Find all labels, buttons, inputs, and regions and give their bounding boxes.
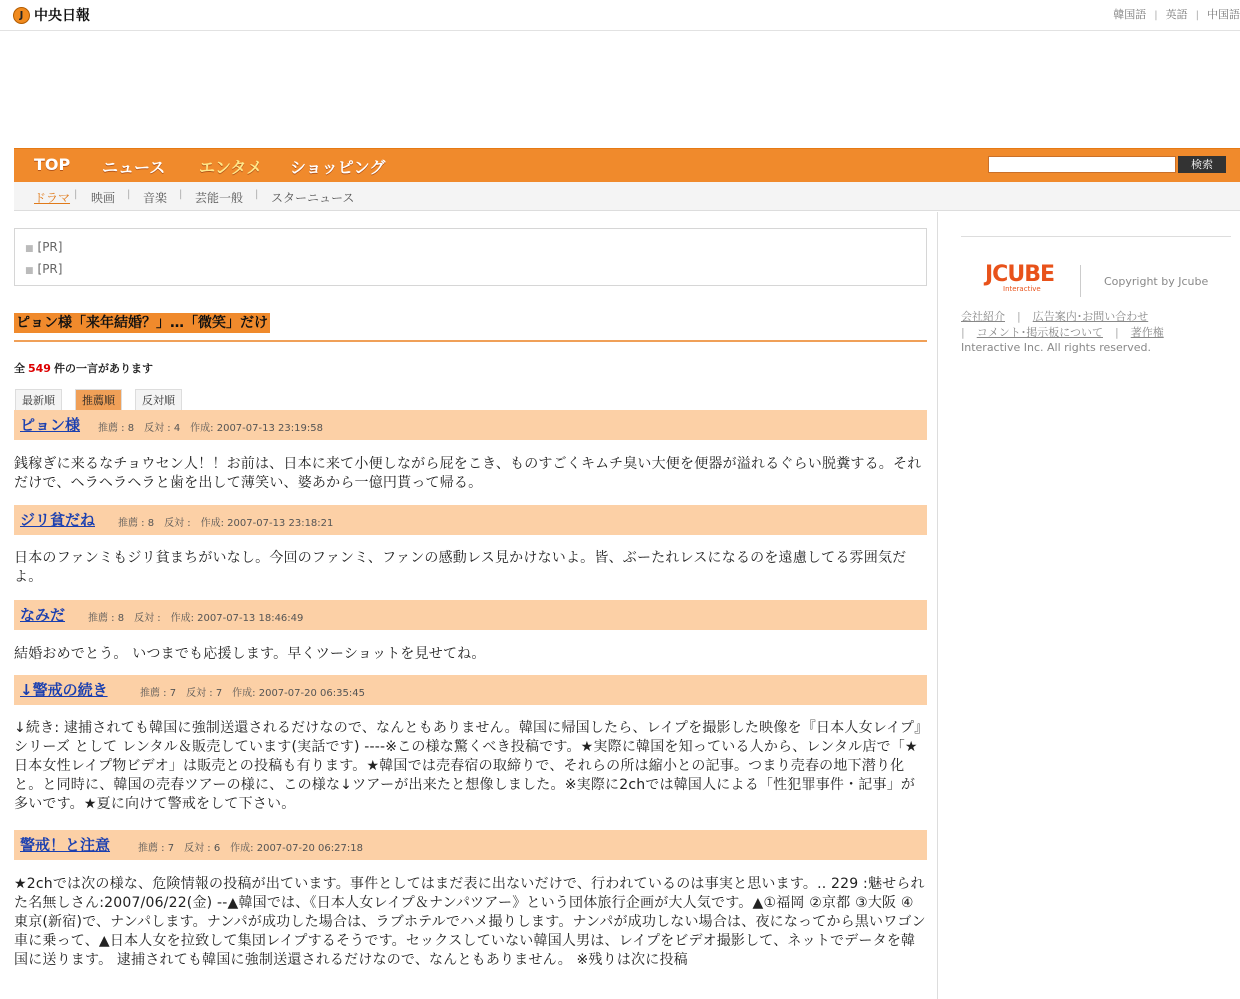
sort-tab-recommended[interactable]: 推薦順	[75, 389, 122, 410]
sub-nav	[14, 182, 1240, 211]
site-logo[interactable]	[13, 5, 90, 25]
comment-body: 日本のファンミもジリ貧まちがいなし。今回のファンミ、ファンの感動レス見かけないよ。皆、ぶーたれレスになるのを遠慮してる雰囲気だよ。	[14, 550, 907, 585]
pr-item[interactable]	[25, 262, 62, 276]
top-bar	[0, 0, 1240, 31]
divider: |	[74, 189, 78, 200]
main-nav	[14, 148, 1240, 182]
search-button[interactable]: 検索	[1178, 156, 1226, 173]
pr-item[interactable]	[25, 240, 62, 254]
comment-meta: 推薦 : 8 反対 : 作成: 2007-07-13 18:46:49	[88, 613, 304, 624]
subnav-item-music[interactable]: 音楽	[143, 191, 168, 205]
nav-item-top[interactable]: TOP	[34, 155, 71, 174]
subnav-item-drama[interactable]: ドラマ	[34, 191, 71, 205]
divider: |	[255, 189, 259, 200]
comment-title[interactable]: ↓警戒の続き	[20, 681, 108, 699]
divider: |	[1195, 10, 1199, 21]
logo-divider	[1080, 265, 1081, 297]
divider: |	[1154, 10, 1158, 21]
comment-title[interactable]: なみだ	[20, 606, 66, 624]
comment-meta: 推薦 : 7 反対 : 6 作成: 2007-07-20 06:27:18	[138, 843, 363, 854]
comment-header	[14, 505, 927, 535]
column-divider	[937, 212, 938, 999]
rights-text: Interactive Inc. All rights reserved.	[961, 341, 1152, 354]
nav-item-shopping[interactable]: ショッピング	[290, 158, 386, 177]
logo-mark-icon: J	[13, 7, 30, 24]
comment-header	[14, 675, 927, 705]
bullet-icon: ■	[25, 244, 34, 254]
divider: |	[179, 189, 183, 200]
comment-count	[14, 360, 153, 376]
bullet-icon: ■	[25, 266, 34, 276]
pr-label: [PR]	[37, 240, 63, 254]
comment-meta: 推薦 : 8 反対 : 作成: 2007-07-13 23:18:21	[118, 518, 334, 529]
comment-body: 結婚おめでとう。 いつまでも応援します。早くツーショットを見せてね。	[14, 646, 486, 662]
divider: |	[961, 326, 965, 339]
ad-contact-link[interactable]: 広告案内･お問い合わせ	[1032, 310, 1149, 323]
logo-text: 中央日報	[34, 8, 90, 24]
count-number: 549	[28, 362, 51, 375]
comment-body: ↓続き: 逮捕されても韓国に強制送還されるだけなので、なんともありません。韓国に帰国したら、レイプを撮影した映像を『日本人女レイプ』シリーズ として レンタル＆販売しています(実話です) ----※この様な驚くべき投稿です。★実際に韓国を知っている人から、レンタル店で「★日本女性レイプ物ビデオ」は販売との投稿も有ります。★韓国では売春宿の取締りで、それらの所は縮小との記事。つまり売春の地下潜り化と。と同時に、韓国の売春ツアーの様に、この様な↓ツアーが出来たと想像しました。※実際に2chでは韓国人による「性犯罪事件・記事」が多いです。★夏に向けて警戒をして下さい。	[14, 720, 922, 812]
lang-link-korean[interactable]: 韓国語	[1113, 8, 1147, 21]
footer-links-row	[961, 308, 1148, 324]
language-links	[1113, 6, 1240, 22]
comment-header	[14, 600, 927, 630]
comment-title[interactable]: 警戒！と注意	[20, 836, 111, 854]
nav-item-entertainment[interactable]: エンタメ	[199, 158, 263, 177]
comment-header	[14, 830, 927, 860]
comment-meta: 推薦 : 8 反対 : 4 作成: 2007-07-13 23:19:58	[98, 423, 323, 434]
copyright-link[interactable]: 著作権	[1130, 326, 1164, 339]
subnav-item-star-news[interactable]: スターニュース	[271, 191, 355, 205]
headline-rule	[14, 340, 927, 342]
article-headline: ピョン様「来年結婚？」…「微笑」だけ	[16, 315, 268, 331]
count-prefix: 全	[14, 362, 25, 375]
jcube-wordmark: JCUBE	[985, 262, 1054, 287]
lang-link-chinese[interactable]: 中国語	[1207, 8, 1240, 21]
divider: |	[1115, 326, 1119, 339]
sidebar-rule	[961, 236, 1231, 237]
pr-label: [PR]	[37, 262, 63, 276]
footer-links-row	[961, 324, 1164, 340]
comment-header	[14, 410, 927, 440]
pr-box	[14, 228, 927, 286]
company-link[interactable]: 会社紹介	[961, 310, 1005, 323]
sort-tab-opposed[interactable]: 反対順	[135, 389, 182, 410]
jcube-subtitle: Interactive	[1003, 285, 1041, 293]
divider: |	[1017, 310, 1021, 323]
sort-tab-newest[interactable]: 最新順	[15, 389, 62, 410]
divider: |	[127, 189, 131, 200]
subnav-item-entertainment-general[interactable]: 芸能一般	[195, 191, 244, 205]
comment-body: 銭稼ぎに来るなチョウセン人！！お前は、日本に来て小便しながら屁をこき、ものすごくキムチ臭い大便を便器が溢れるぐらい脱糞する。それだけで、ヘラヘラヘラと歯を出して薄笑い、婆あから一億円貰って帰る。	[14, 456, 922, 491]
comment-body: ★2chでは次の様な、危険情報の投稿が出ています。事件としてはまだ表に出ないだけで、行われているのは事実と思います。.. 229 :魅せられた名無しさん:2007/06/22(金) --▲韓国では、《日本人女レイプ＆ナンパツアー》という団体旅行企画が大人気です。▲①福岡 ②京都 ③大阪 ④東京(新宿)で、ナンパします。ナンパが成功した場合は、ラブホテルでハメ撮りします。ナンパが成功しない場合は、夜になってから黒いワゴン車に乗って、▲日本人女を拉致して集団レイプするそうです。セックスしていない韓国人男は、レイプをビデオ撮影して、ネットでデータを韓国に送ります。 逮捕されても韓国に強制送還されるだけなので、なんともありません。 ※残りは次に投稿	[14, 876, 926, 968]
comment-title[interactable]: ピョン様	[20, 416, 81, 434]
comment-meta: 推薦 : 7 反対 : 7 作成: 2007-07-20 06:35:45	[140, 688, 365, 699]
comment-title[interactable]: ジリ貧だね	[20, 511, 96, 529]
comment-policy-link[interactable]: コメント･掲示板について	[976, 326, 1103, 339]
subnav-item-movie[interactable]: 映画	[91, 191, 116, 205]
jcube-logo[interactable]	[985, 262, 1054, 293]
copyright-text: Copyright by Jcube	[1104, 275, 1209, 288]
lang-link-english[interactable]: 英語	[1165, 8, 1188, 21]
search-input[interactable]	[988, 156, 1176, 173]
nav-item-news[interactable]: ニュース	[102, 158, 166, 177]
count-suffix: 件の一言があります	[53, 362, 153, 375]
